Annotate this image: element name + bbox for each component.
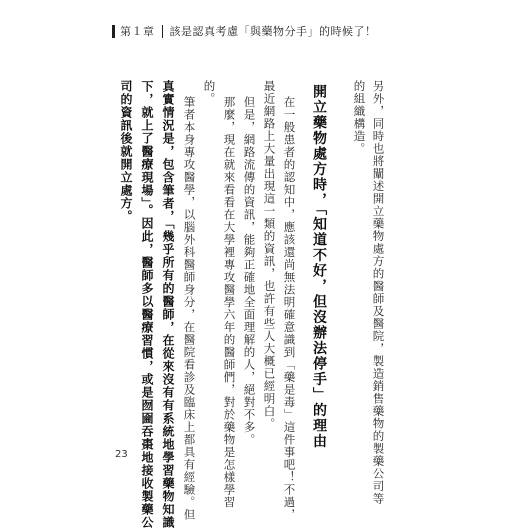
text-column: 的組織構造。 — [352, 80, 367, 155]
text-column: 筆者本身專攻醫學，以腦外科醫師身分，在醫院看診及臨床上都具有經驗。但 — [182, 96, 197, 521]
section-heading: 開立藥物處方時，「知道不好，但沒辦法停手」的理由 — [311, 84, 327, 449]
text-column: 那麼，現在就來看看在大學裡專攻醫學六年的醫師們，對於藥物是怎樣學習 — [222, 96, 237, 509]
page-number: 23 — [115, 449, 128, 460]
text-column: 的。 — [202, 80, 217, 105]
header-divider — [162, 25, 163, 38]
running-header — [112, 23, 377, 39]
chapter-title: 該是認真考慮「與藥物分手」的時候了！ — [169, 25, 377, 38]
bold-text-column: 真實情況是，包含筆者，「幾乎所有的醫師，在從來沒有有系統地學習藥物知識 — [161, 80, 175, 529]
bold-text-column: 下，就上了醫療現場」。因此，醫師多以醫療習慣，或是囫圇吞棗地接收製藥公 — [140, 80, 154, 529]
chapter-label: 第１章 — [120, 25, 155, 38]
text-column: 但是，網路流傳的資訊，能夠正確地全面理解的人，絕對不多。 — [242, 96, 257, 446]
text-column: 最近網路上大量出現這一類的資訊，也許有些人大概已經明白。 — [262, 80, 277, 430]
text-column: 另外，同時也將闡述開立藥物處方的醫師及醫院，製造銷售藥物的製藥公司等 — [371, 80, 386, 505]
header-rule — [112, 25, 115, 38]
bold-text-column: 司的資訊後就開立處方。 — [119, 80, 133, 223]
text-column: 在一般患者的認知中，應該還尚無法明確意識到「藥是毒」這件事吧！不過， — [282, 96, 297, 521]
